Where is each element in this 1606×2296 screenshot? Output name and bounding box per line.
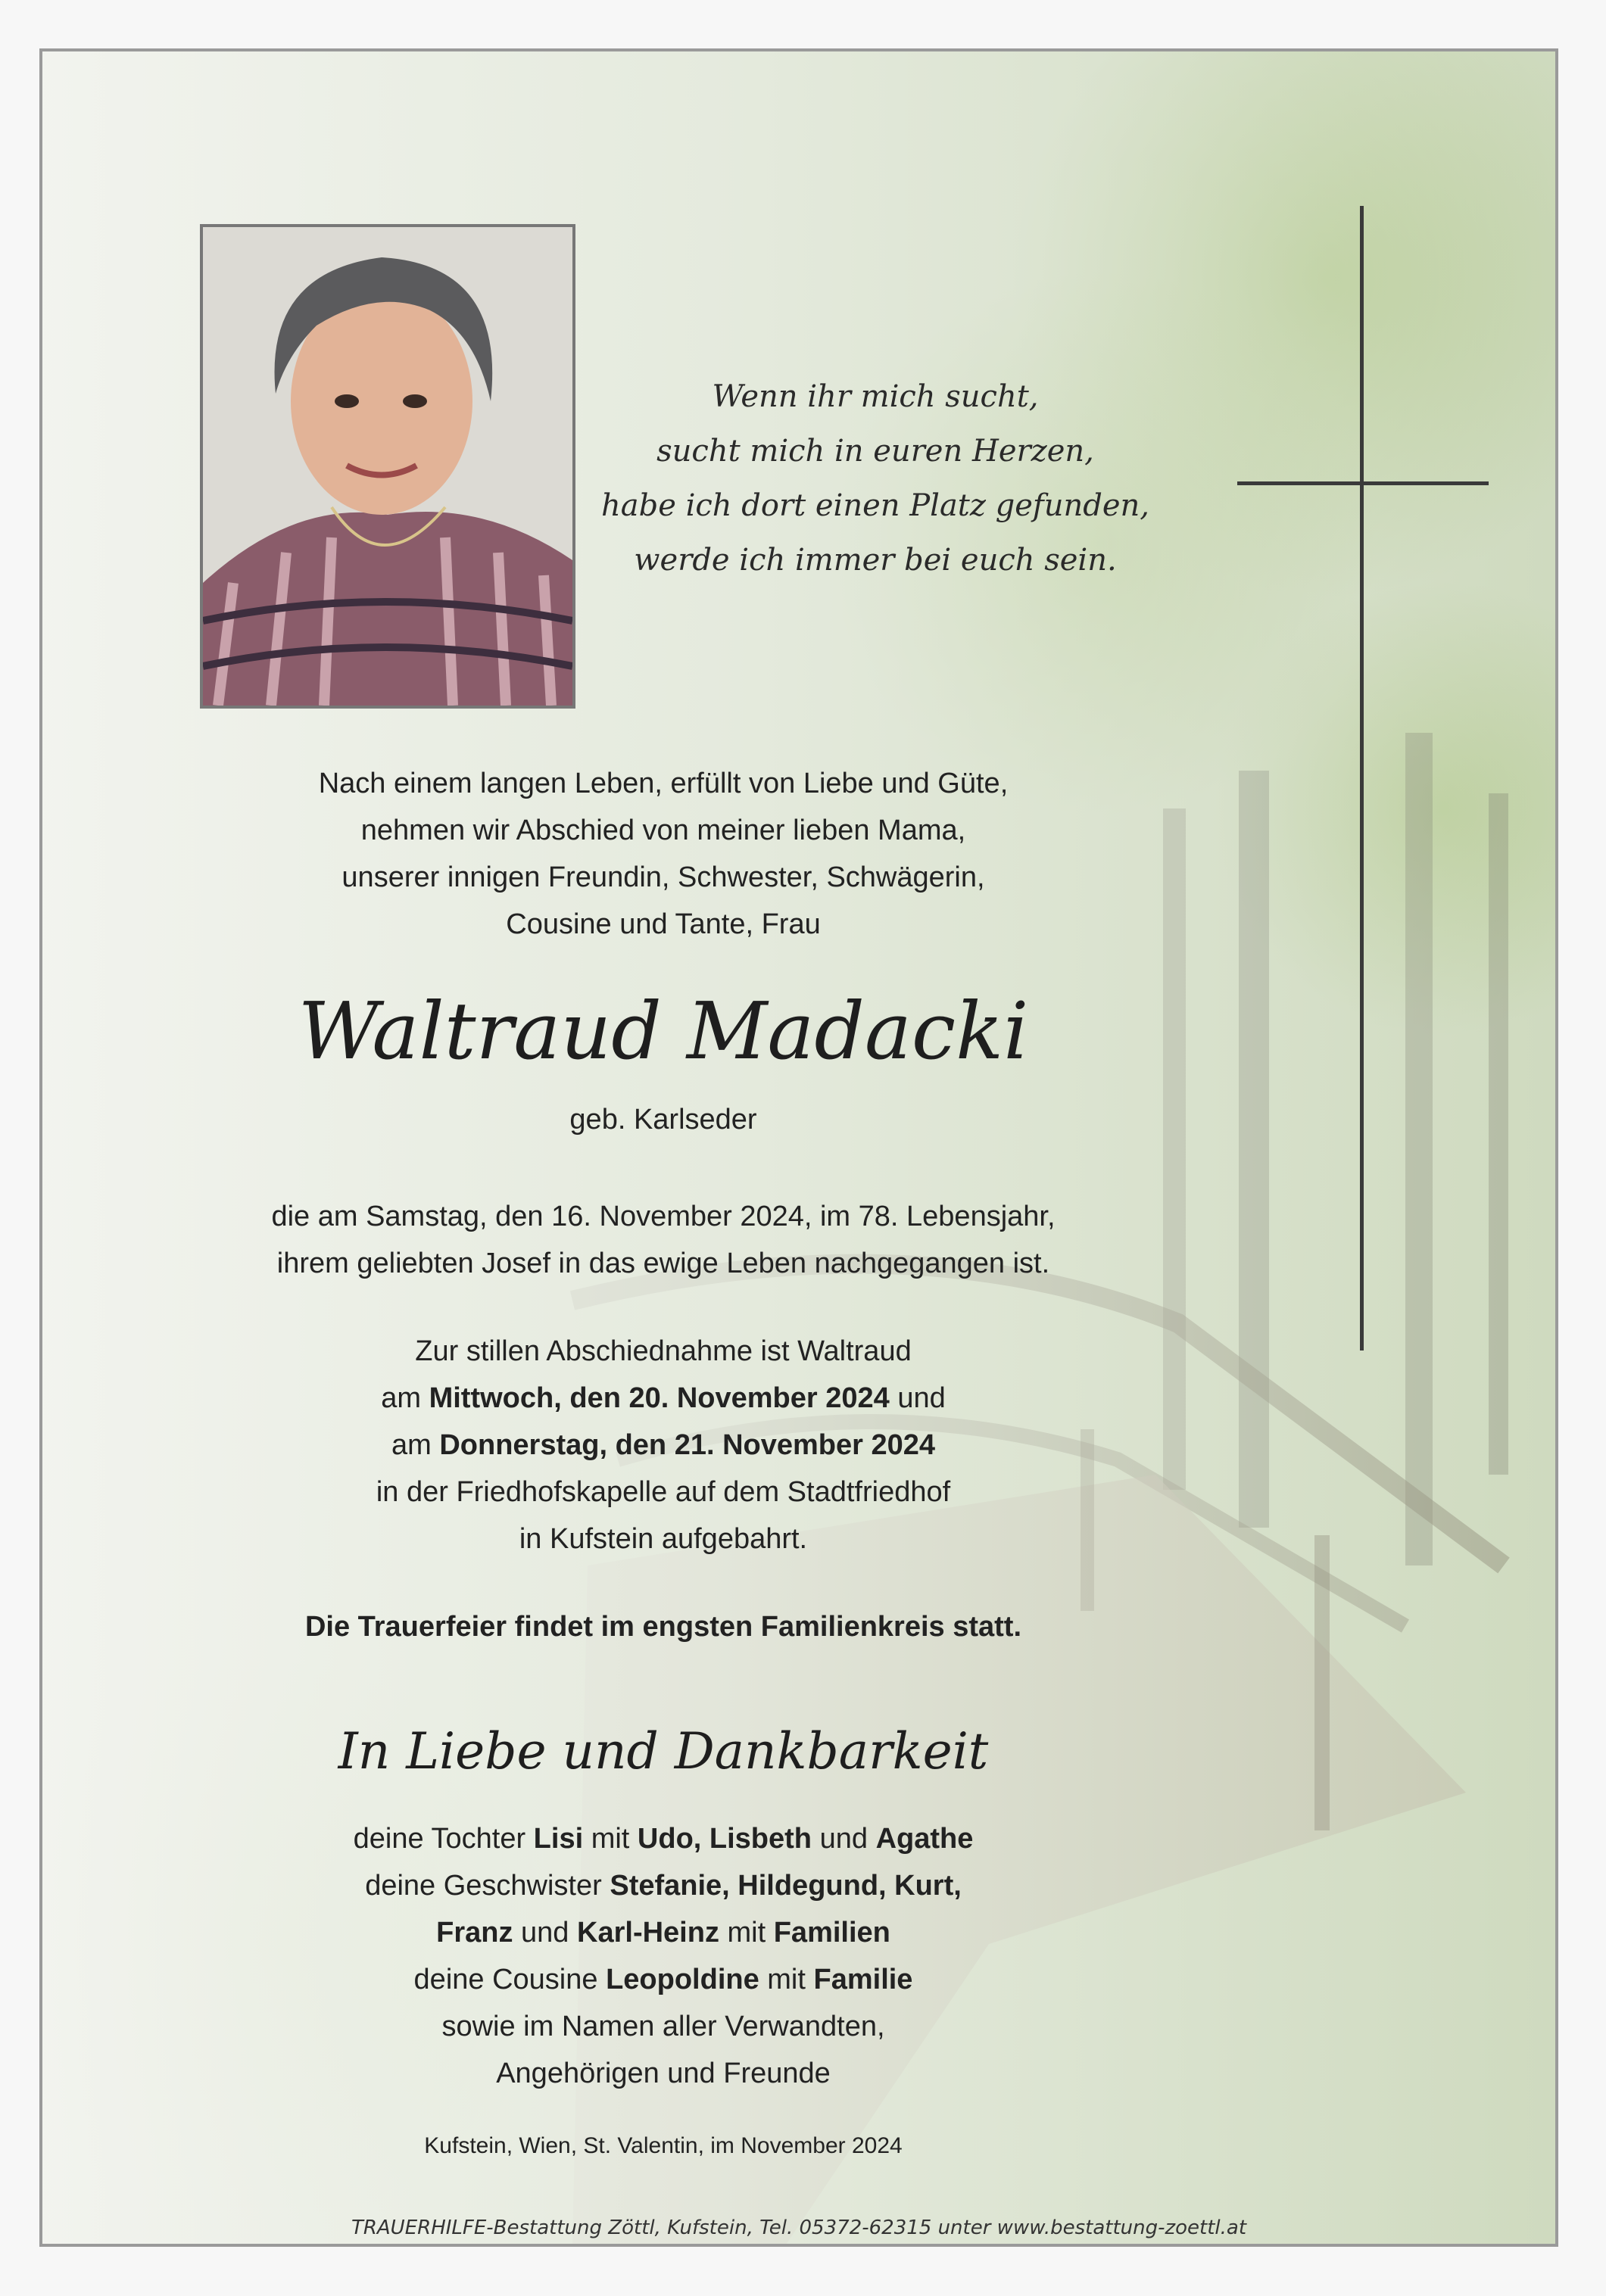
text: mit <box>759 1964 814 1995</box>
poem <box>572 369 1178 587</box>
mourners-line: sowie im Namen aller Verwandten, <box>441 2011 885 2042</box>
text: und <box>889 1382 946 1414</box>
death-line: ihrem geliebten Josef in das ewige Leben nachgegangen ist. <box>276 1248 1050 1279</box>
viewing-date: Donnerstag, den 21. November 2024 <box>439 1429 936 1461</box>
text: und <box>812 1823 876 1855</box>
mourners-line: Angehörigen und Freunde <box>496 2058 831 2089</box>
mourners-line <box>118 1815 1208 1862</box>
viewing-line: in der Friedhofskapelle auf dem Stadtfriedhof <box>376 1476 951 1508</box>
mourner-name: Familien <box>773 1917 890 1949</box>
text: am <box>381 1382 429 1414</box>
text: am <box>391 1429 440 1461</box>
love-heading: In Liebe und Dankbarkeit <box>338 1722 989 1780</box>
intro-line: nehmen wir Abschied von meiner lieben Mama, <box>360 815 966 846</box>
undertaker-footer: TRAUERHILFE-Bestattung Zöttl, Kufstein, Tel. 05372-62315 unter www.bestattung-zoettl.at <box>351 2217 1247 2239</box>
place-date: Kufstein, Wien, St. Valentin, im November 2024 <box>424 2133 903 2158</box>
text: mit <box>583 1823 638 1855</box>
text: deine Geschwister <box>365 1870 610 1902</box>
viewing-details <box>118 1328 1208 1562</box>
intro-line: Cousine und Tante, Frau <box>506 908 821 940</box>
intro-text <box>118 760 1208 948</box>
mourner-name: Stefanie, Hildegund, Kurt, <box>610 1870 962 1902</box>
text: deine Tochter <box>353 1823 534 1855</box>
viewing-line <box>118 1422 1208 1469</box>
viewing-line <box>118 1375 1208 1422</box>
funeral-notice: Die Trauerfeier findet im engsten Familienkreis statt. <box>304 1611 1022 1643</box>
death-line: die am Samstag, den 16. November 2024, im 78. Lebensjahr, <box>271 1201 1056 1232</box>
mourners-list <box>118 1815 1208 2097</box>
text: deine Cousine <box>413 1964 607 1995</box>
cross-icon <box>1360 206 1364 1350</box>
death-notice <box>118 1193 1208 1287</box>
viewing-date: Mittwoch, den 20. November 2024 <box>429 1382 890 1414</box>
mourners-line <box>118 1956 1208 2003</box>
intro-line: unserer innigen Freundin, Schwester, Schwägerin, <box>341 861 985 893</box>
portrait-illustration <box>203 227 572 706</box>
text: mit <box>719 1917 774 1949</box>
mourner-name: Udo, Lisbeth <box>637 1823 812 1855</box>
poem-line: Wenn ihr mich sucht, <box>712 379 1039 414</box>
poem-line: habe ich dort einen Platz gefunden, <box>600 488 1150 523</box>
cross-icon-beam <box>1237 481 1489 485</box>
obituary-card <box>39 48 1558 2247</box>
deceased-name: Waltraud Madacki <box>298 985 1029 1077</box>
mourner-name: Leopoldine <box>606 1964 759 1995</box>
viewing-line: in Kufstein aufgebahrt. <box>519 1523 808 1555</box>
text: und <box>513 1917 578 1949</box>
poem-line: sucht mich in euren Herzen, <box>656 434 1094 469</box>
viewing-line: Zur stillen Abschiednahme ist Waltraud <box>415 1335 912 1367</box>
mourner-name: Familie <box>813 1964 913 1995</box>
mourners-line <box>118 1862 1208 1909</box>
intro-line: Nach einem langen Leben, erfüllt von Liebe und Güte, <box>318 768 1009 799</box>
maiden-name: geb. Karlseder <box>569 1104 757 1136</box>
mourner-name: Franz <box>436 1917 513 1949</box>
poem-line: werde ich immer bei euch sein. <box>634 543 1117 578</box>
mourner-name: Lisi <box>533 1823 584 1855</box>
mourner-name: Agathe <box>875 1823 974 1855</box>
portrait-photo <box>200 224 575 709</box>
mourner-name: Karl-Heinz <box>577 1917 719 1949</box>
mourners-line <box>118 1909 1208 1956</box>
